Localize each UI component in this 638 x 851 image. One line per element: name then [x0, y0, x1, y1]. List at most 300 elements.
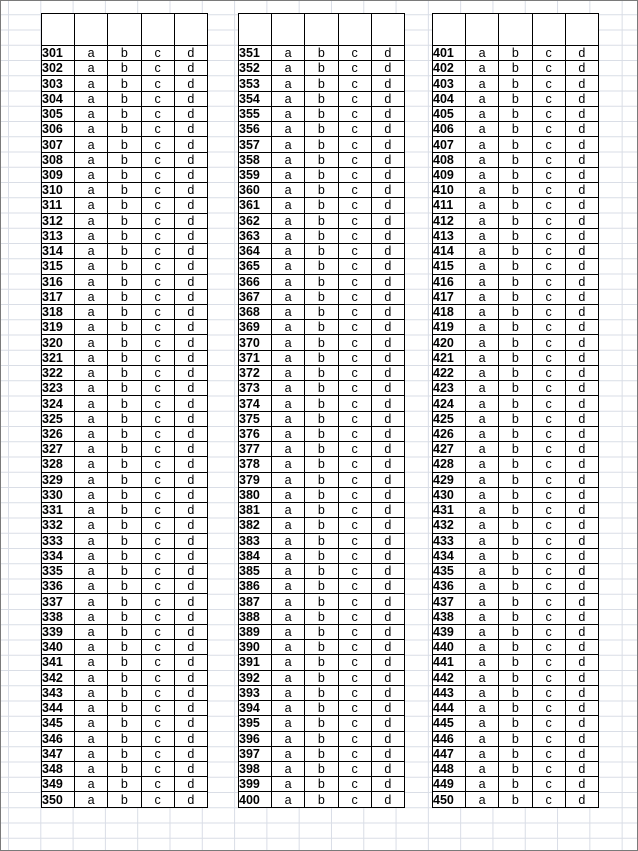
option-b[interactable]: b — [108, 304, 141, 319]
option-a[interactable]: a — [75, 670, 108, 685]
option-b[interactable]: b — [305, 183, 338, 198]
option-c[interactable]: c — [141, 350, 174, 365]
option-d[interactable]: d — [565, 731, 598, 746]
option-b[interactable]: b — [305, 46, 338, 61]
option-a[interactable]: a — [466, 777, 499, 792]
option-d[interactable]: d — [371, 792, 404, 807]
option-c[interactable]: c — [141, 213, 174, 228]
option-d[interactable]: d — [565, 411, 598, 426]
option-d[interactable]: d — [371, 320, 404, 335]
option-a[interactable]: a — [75, 442, 108, 457]
option-c[interactable]: c — [532, 426, 565, 441]
option-a[interactable]: a — [75, 655, 108, 670]
option-b[interactable]: b — [305, 624, 338, 639]
option-a[interactable]: a — [272, 167, 305, 182]
option-d[interactable]: d — [565, 289, 598, 304]
option-b[interactable]: b — [499, 487, 532, 502]
option-d[interactable]: d — [371, 457, 404, 472]
option-b[interactable]: b — [305, 91, 338, 106]
option-a[interactable]: a — [75, 594, 108, 609]
option-d[interactable]: d — [565, 76, 598, 91]
option-a[interactable]: a — [75, 426, 108, 441]
option-c[interactable]: c — [532, 442, 565, 457]
option-c[interactable]: c — [338, 289, 371, 304]
option-b[interactable]: b — [305, 670, 338, 685]
option-d[interactable]: d — [174, 396, 207, 411]
option-d[interactable]: d — [174, 442, 207, 457]
option-a[interactable]: a — [272, 244, 305, 259]
option-c[interactable]: c — [141, 167, 174, 182]
option-c[interactable]: c — [338, 792, 371, 807]
option-a[interactable]: a — [272, 503, 305, 518]
option-c[interactable]: c — [338, 563, 371, 578]
option-d[interactable]: d — [565, 777, 598, 792]
option-b[interactable]: b — [108, 289, 141, 304]
option-a[interactable]: a — [466, 152, 499, 167]
option-c[interactable]: c — [338, 91, 371, 106]
option-d[interactable]: d — [371, 442, 404, 457]
option-c[interactable]: c — [532, 213, 565, 228]
option-c[interactable]: c — [532, 350, 565, 365]
option-b[interactable]: b — [305, 106, 338, 121]
option-a[interactable]: a — [466, 61, 499, 76]
option-d[interactable]: d — [174, 46, 207, 61]
option-d[interactable]: d — [565, 381, 598, 396]
option-c[interactable]: c — [141, 137, 174, 152]
option-d[interactable]: d — [371, 137, 404, 152]
option-b[interactable]: b — [108, 396, 141, 411]
option-a[interactable]: a — [75, 487, 108, 502]
option-a[interactable]: a — [75, 457, 108, 472]
option-d[interactable]: d — [174, 792, 207, 807]
option-b[interactable]: b — [499, 503, 532, 518]
option-b[interactable]: b — [499, 244, 532, 259]
option-b[interactable]: b — [108, 442, 141, 457]
option-c[interactable]: c — [141, 152, 174, 167]
option-a[interactable]: a — [466, 304, 499, 319]
option-c[interactable]: c — [532, 304, 565, 319]
option-d[interactable]: d — [371, 396, 404, 411]
option-d[interactable]: d — [174, 213, 207, 228]
option-b[interactable]: b — [108, 518, 141, 533]
option-d[interactable]: d — [565, 106, 598, 121]
option-c[interactable]: c — [338, 731, 371, 746]
option-c[interactable]: c — [532, 518, 565, 533]
option-c[interactable]: c — [141, 533, 174, 548]
option-a[interactable]: a — [466, 289, 499, 304]
option-a[interactable]: a — [466, 716, 499, 731]
option-c[interactable]: c — [338, 442, 371, 457]
option-a[interactable]: a — [75, 213, 108, 228]
option-c[interactable]: c — [141, 304, 174, 319]
option-c[interactable]: c — [532, 563, 565, 578]
option-d[interactable]: d — [174, 259, 207, 274]
option-c[interactable]: c — [532, 411, 565, 426]
option-d[interactable]: d — [565, 548, 598, 563]
option-a[interactable]: a — [466, 472, 499, 487]
option-a[interactable]: a — [272, 320, 305, 335]
option-a[interactable]: a — [272, 655, 305, 670]
option-d[interactable]: d — [174, 152, 207, 167]
option-c[interactable]: c — [338, 640, 371, 655]
option-d[interactable]: d — [371, 76, 404, 91]
option-b[interactable]: b — [108, 335, 141, 350]
option-b[interactable]: b — [499, 213, 532, 228]
option-a[interactable]: a — [75, 411, 108, 426]
option-c[interactable]: c — [532, 548, 565, 563]
option-d[interactable]: d — [174, 289, 207, 304]
option-a[interactable]: a — [75, 76, 108, 91]
option-c[interactable]: c — [141, 259, 174, 274]
option-b[interactable]: b — [305, 594, 338, 609]
option-a[interactable]: a — [75, 137, 108, 152]
option-a[interactable]: a — [466, 320, 499, 335]
option-d[interactable]: d — [565, 228, 598, 243]
option-c[interactable]: c — [338, 244, 371, 259]
option-a[interactable]: a — [466, 701, 499, 716]
option-d[interactable]: d — [371, 640, 404, 655]
option-b[interactable]: b — [108, 731, 141, 746]
option-a[interactable]: a — [272, 640, 305, 655]
option-d[interactable]: d — [174, 701, 207, 716]
option-c[interactable]: c — [338, 167, 371, 182]
option-d[interactable]: d — [174, 746, 207, 761]
option-c[interactable]: c — [141, 777, 174, 792]
option-c[interactable]: c — [338, 624, 371, 639]
option-b[interactable]: b — [499, 198, 532, 213]
option-b[interactable]: b — [499, 792, 532, 807]
option-c[interactable]: c — [532, 274, 565, 289]
option-d[interactable]: d — [174, 335, 207, 350]
option-c[interactable]: c — [532, 670, 565, 685]
option-c[interactable]: c — [338, 137, 371, 152]
option-b[interactable]: b — [305, 777, 338, 792]
option-d[interactable]: d — [174, 503, 207, 518]
option-d[interactable]: d — [565, 624, 598, 639]
option-d[interactable]: d — [565, 442, 598, 457]
option-c[interactable]: c — [338, 122, 371, 137]
option-a[interactable]: a — [75, 777, 108, 792]
option-a[interactable]: a — [272, 563, 305, 578]
option-a[interactable]: a — [466, 228, 499, 243]
option-a[interactable]: a — [466, 274, 499, 289]
option-d[interactable]: d — [371, 426, 404, 441]
option-b[interactable]: b — [305, 396, 338, 411]
option-d[interactable]: d — [371, 594, 404, 609]
option-b[interactable]: b — [499, 274, 532, 289]
option-c[interactable]: c — [532, 91, 565, 106]
option-b[interactable]: b — [108, 61, 141, 76]
option-c[interactable]: c — [141, 381, 174, 396]
option-c[interactable]: c — [532, 701, 565, 716]
option-c[interactable]: c — [532, 152, 565, 167]
option-d[interactable]: d — [565, 457, 598, 472]
option-a[interactable]: a — [75, 152, 108, 167]
option-d[interactable]: d — [371, 579, 404, 594]
option-a[interactable]: a — [466, 244, 499, 259]
option-c[interactable]: c — [141, 106, 174, 121]
option-a[interactable]: a — [272, 76, 305, 91]
option-b[interactable]: b — [499, 670, 532, 685]
option-a[interactable]: a — [272, 594, 305, 609]
option-d[interactable]: d — [565, 533, 598, 548]
option-d[interactable]: d — [371, 777, 404, 792]
option-d[interactable]: d — [565, 655, 598, 670]
option-b[interactable]: b — [499, 563, 532, 578]
option-b[interactable]: b — [108, 670, 141, 685]
option-d[interactable]: d — [174, 533, 207, 548]
option-a[interactable]: a — [466, 762, 499, 777]
option-a[interactable]: a — [272, 685, 305, 700]
option-b[interactable]: b — [305, 198, 338, 213]
option-c[interactable]: c — [532, 731, 565, 746]
option-b[interactable]: b — [499, 518, 532, 533]
option-a[interactable]: a — [272, 457, 305, 472]
option-b[interactable]: b — [499, 259, 532, 274]
option-b[interactable]: b — [499, 533, 532, 548]
option-d[interactable]: d — [371, 487, 404, 502]
option-c[interactable]: c — [141, 563, 174, 578]
option-b[interactable]: b — [305, 365, 338, 380]
option-d[interactable]: d — [565, 46, 598, 61]
option-a[interactable]: a — [466, 106, 499, 121]
option-a[interactable]: a — [272, 426, 305, 441]
option-b[interactable]: b — [305, 411, 338, 426]
option-c[interactable]: c — [141, 716, 174, 731]
option-d[interactable]: d — [371, 61, 404, 76]
option-c[interactable]: c — [338, 350, 371, 365]
option-a[interactable]: a — [466, 381, 499, 396]
option-a[interactable]: a — [466, 46, 499, 61]
option-d[interactable]: d — [174, 685, 207, 700]
option-c[interactable]: c — [141, 503, 174, 518]
option-a[interactable]: a — [75, 304, 108, 319]
option-b[interactable]: b — [499, 548, 532, 563]
option-c[interactable]: c — [532, 183, 565, 198]
option-b[interactable]: b — [108, 198, 141, 213]
option-c[interactable]: c — [338, 457, 371, 472]
option-a[interactable]: a — [272, 304, 305, 319]
option-b[interactable]: b — [108, 792, 141, 807]
option-c[interactable]: c — [141, 365, 174, 380]
option-c[interactable]: c — [141, 228, 174, 243]
option-b[interactable]: b — [305, 335, 338, 350]
option-d[interactable]: d — [371, 365, 404, 380]
option-a[interactable]: a — [75, 701, 108, 716]
option-b[interactable]: b — [108, 152, 141, 167]
option-d[interactable]: d — [371, 350, 404, 365]
option-d[interactable]: d — [565, 487, 598, 502]
option-d[interactable]: d — [174, 350, 207, 365]
option-b[interactable]: b — [108, 762, 141, 777]
option-d[interactable]: d — [174, 655, 207, 670]
option-d[interactable]: d — [565, 61, 598, 76]
option-a[interactable]: a — [272, 122, 305, 137]
option-a[interactable]: a — [466, 426, 499, 441]
option-c[interactable]: c — [532, 762, 565, 777]
option-d[interactable]: d — [371, 304, 404, 319]
option-a[interactable]: a — [272, 716, 305, 731]
option-d[interactable]: d — [371, 46, 404, 61]
option-c[interactable]: c — [338, 259, 371, 274]
option-a[interactable]: a — [272, 228, 305, 243]
option-d[interactable]: d — [174, 426, 207, 441]
option-a[interactable]: a — [466, 259, 499, 274]
option-c[interactable]: c — [338, 365, 371, 380]
option-b[interactable]: b — [499, 320, 532, 335]
option-b[interactable]: b — [499, 579, 532, 594]
option-a[interactable]: a — [466, 563, 499, 578]
option-c[interactable]: c — [141, 701, 174, 716]
option-a[interactable]: a — [75, 122, 108, 137]
option-c[interactable]: c — [338, 655, 371, 670]
option-d[interactable]: d — [371, 624, 404, 639]
option-c[interactable]: c — [532, 46, 565, 61]
option-b[interactable]: b — [108, 487, 141, 502]
option-c[interactable]: c — [338, 396, 371, 411]
option-b[interactable]: b — [499, 701, 532, 716]
option-a[interactable]: a — [466, 503, 499, 518]
option-b[interactable]: b — [108, 609, 141, 624]
option-c[interactable]: c — [532, 640, 565, 655]
option-c[interactable]: c — [338, 762, 371, 777]
option-d[interactable]: d — [174, 548, 207, 563]
option-c[interactable]: c — [141, 122, 174, 137]
option-c[interactable]: c — [532, 716, 565, 731]
option-b[interactable]: b — [108, 106, 141, 121]
option-b[interactable]: b — [305, 228, 338, 243]
option-d[interactable]: d — [174, 716, 207, 731]
option-c[interactable]: c — [338, 701, 371, 716]
option-d[interactable]: d — [371, 472, 404, 487]
option-c[interactable]: c — [141, 183, 174, 198]
option-a[interactable]: a — [272, 213, 305, 228]
option-b[interactable]: b — [499, 167, 532, 182]
option-a[interactable]: a — [272, 624, 305, 639]
option-d[interactable]: d — [174, 731, 207, 746]
option-b[interactable]: b — [305, 533, 338, 548]
option-d[interactable]: d — [565, 396, 598, 411]
option-a[interactable]: a — [272, 198, 305, 213]
option-c[interactable]: c — [141, 670, 174, 685]
option-b[interactable]: b — [499, 624, 532, 639]
option-d[interactable]: d — [565, 594, 598, 609]
option-c[interactable]: c — [338, 548, 371, 563]
option-a[interactable]: a — [272, 731, 305, 746]
option-b[interactable]: b — [499, 426, 532, 441]
option-a[interactable]: a — [466, 579, 499, 594]
option-b[interactable]: b — [305, 579, 338, 594]
option-c[interactable]: c — [532, 792, 565, 807]
option-d[interactable]: d — [565, 152, 598, 167]
option-c[interactable]: c — [338, 183, 371, 198]
option-b[interactable]: b — [499, 335, 532, 350]
option-c[interactable]: c — [141, 609, 174, 624]
option-a[interactable]: a — [75, 548, 108, 563]
option-a[interactable]: a — [75, 320, 108, 335]
option-d[interactable]: d — [371, 716, 404, 731]
option-d[interactable]: d — [174, 670, 207, 685]
option-c[interactable]: c — [338, 274, 371, 289]
option-c[interactable]: c — [532, 609, 565, 624]
option-b[interactable]: b — [108, 685, 141, 700]
option-b[interactable]: b — [305, 503, 338, 518]
option-b[interactable]: b — [499, 411, 532, 426]
option-a[interactable]: a — [272, 137, 305, 152]
option-d[interactable]: d — [565, 670, 598, 685]
option-a[interactable]: a — [272, 579, 305, 594]
option-a[interactable]: a — [466, 594, 499, 609]
option-c[interactable]: c — [141, 91, 174, 106]
option-a[interactable]: a — [75, 731, 108, 746]
option-c[interactable]: c — [338, 213, 371, 228]
option-d[interactable]: d — [371, 609, 404, 624]
option-c[interactable]: c — [532, 137, 565, 152]
option-a[interactable]: a — [75, 259, 108, 274]
option-a[interactable]: a — [75, 228, 108, 243]
option-c[interactable]: c — [338, 716, 371, 731]
option-a[interactable]: a — [272, 106, 305, 121]
option-d[interactable]: d — [371, 701, 404, 716]
option-b[interactable]: b — [499, 289, 532, 304]
option-d[interactable]: d — [174, 518, 207, 533]
option-b[interactable]: b — [499, 365, 532, 380]
option-c[interactable]: c — [532, 777, 565, 792]
option-c[interactable]: c — [141, 640, 174, 655]
option-a[interactable]: a — [466, 335, 499, 350]
option-c[interactable]: c — [532, 746, 565, 761]
option-c[interactable]: c — [338, 487, 371, 502]
option-a[interactable]: a — [272, 518, 305, 533]
option-b[interactable]: b — [499, 106, 532, 121]
option-b[interactable]: b — [108, 46, 141, 61]
option-b[interactable]: b — [499, 152, 532, 167]
option-c[interactable]: c — [338, 381, 371, 396]
option-c[interactable]: c — [141, 518, 174, 533]
option-b[interactable]: b — [108, 716, 141, 731]
option-a[interactable]: a — [272, 183, 305, 198]
option-d[interactable]: d — [371, 274, 404, 289]
option-d[interactable]: d — [565, 563, 598, 578]
option-c[interactable]: c — [532, 487, 565, 502]
option-a[interactable]: a — [466, 746, 499, 761]
option-b[interactable]: b — [108, 563, 141, 578]
option-c[interactable]: c — [141, 442, 174, 457]
option-a[interactable]: a — [272, 396, 305, 411]
option-c[interactable]: c — [338, 594, 371, 609]
option-a[interactable]: a — [466, 91, 499, 106]
option-c[interactable]: c — [532, 335, 565, 350]
option-c[interactable]: c — [532, 228, 565, 243]
option-b[interactable]: b — [305, 167, 338, 182]
option-a[interactable]: a — [75, 396, 108, 411]
option-c[interactable]: c — [532, 289, 565, 304]
option-b[interactable]: b — [108, 472, 141, 487]
option-a[interactable]: a — [272, 365, 305, 380]
option-b[interactable]: b — [305, 655, 338, 670]
option-b[interactable]: b — [108, 746, 141, 761]
option-d[interactable]: d — [174, 762, 207, 777]
option-d[interactable]: d — [371, 411, 404, 426]
option-c[interactable]: c — [532, 533, 565, 548]
option-b[interactable]: b — [108, 579, 141, 594]
option-a[interactable]: a — [272, 350, 305, 365]
option-a[interactable]: a — [466, 609, 499, 624]
option-a[interactable]: a — [466, 137, 499, 152]
option-b[interactable]: b — [305, 137, 338, 152]
option-c[interactable]: c — [141, 487, 174, 502]
option-a[interactable]: a — [272, 335, 305, 350]
